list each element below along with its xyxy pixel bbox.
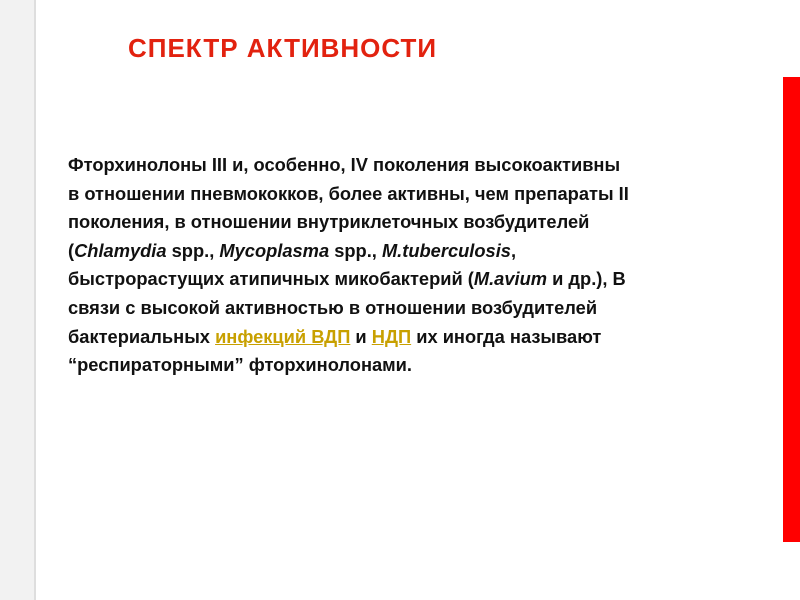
body-paragraph [68, 151, 784, 380]
link-ndp[interactable]: НДП [371, 325, 412, 347]
text-segment: spp., [166, 239, 220, 261]
right-accent-bar [783, 77, 800, 542]
text-segment: , [510, 239, 517, 261]
text-segment: и др.), В [547, 268, 626, 290]
link-infections-vdp[interactable]: инфекций ВДП [215, 325, 351, 347]
body-line-4 [68, 237, 784, 266]
species-chlamydia: Chlamydia [74, 239, 167, 261]
text-segment: spp., [329, 239, 382, 261]
species-m-tuberculosis: M.tuberculosis [381, 239, 511, 261]
species-m-avium: M.avium [473, 268, 548, 290]
text-segment: их иногда называют [411, 325, 602, 347]
text-segment: быстрорастущих атипичных микобактерий ( [68, 268, 474, 290]
body-line-6: связи с высокой активностью в отношении возбудителей [68, 296, 598, 318]
left-decor-bar [0, 0, 34, 600]
text-segment: бактериальных [68, 325, 216, 347]
text-segment: и [350, 325, 372, 347]
body-line-8: “респираторными” фторхинолонами. [68, 354, 413, 376]
body-line-5 [68, 265, 784, 294]
body-line-1: Фторхинолоны III и, особенно, IV поколения высокоактивны [68, 154, 621, 175]
body-line-7 [68, 323, 784, 352]
body-line-3: поколения, в отношении внутриклеточных возбудителей [68, 211, 590, 233]
slide-title: СПЕКТР АКТИВНОСТИ [128, 33, 438, 63]
body-line-2: в отношении пневмококков, более активны, чем препараты II [68, 182, 629, 204]
species-mycoplasma: Mycoplasma [219, 239, 330, 261]
text-segment: ( [68, 239, 75, 261]
left-decor-stripe [34, 0, 36, 600]
